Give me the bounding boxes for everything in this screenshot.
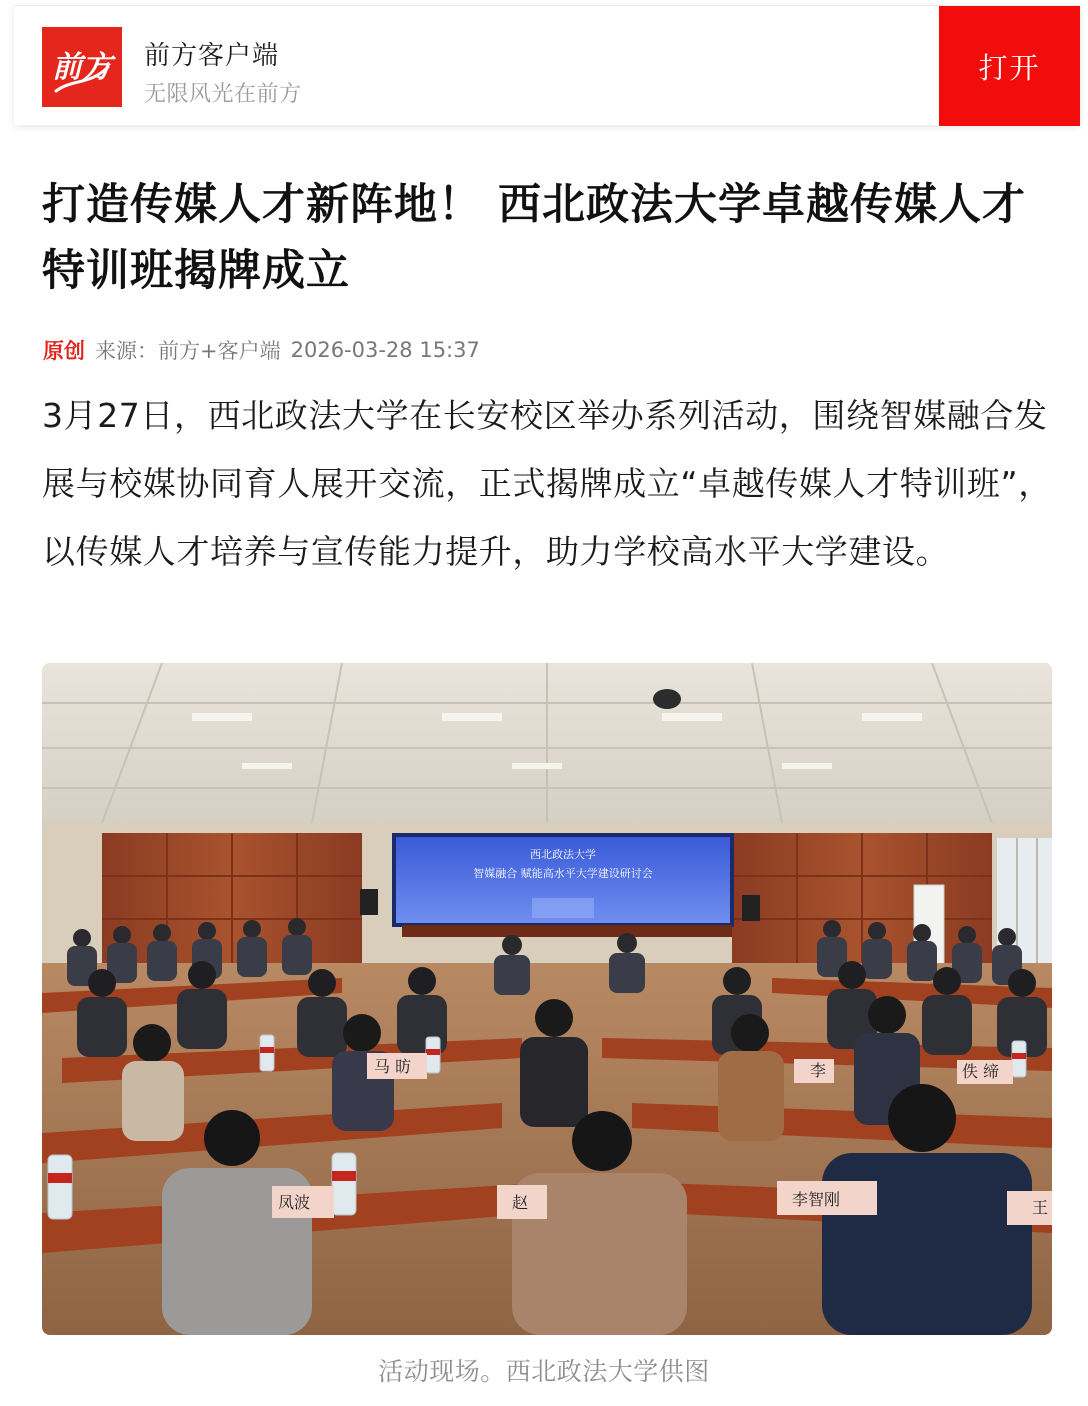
article-source: 来源：前方+客户端 (95, 339, 281, 363)
photo-caption: 活动现场。西北政法大学供图 (378, 1357, 710, 1386)
name-card-3: 赵 (512, 1193, 529, 1212)
name-card-1: 马 昉 (374, 1057, 412, 1076)
name-card-6: 李 (810, 1061, 827, 1080)
conference-photo-illustration (42, 663, 1052, 1335)
article-photo[interactable] (42, 663, 1052, 1335)
screen-title-line1: 西北政法大学 (530, 848, 596, 861)
name-card-7: 佚 缔 (962, 1062, 1000, 1081)
app-download-banner (14, 5, 1080, 125)
logo-text: 前方 (52, 50, 112, 85)
original-tag: 原创 (43, 339, 85, 363)
app-name: 前方客户端 (144, 41, 280, 71)
name-card-4: 李智刚 (792, 1190, 841, 1209)
name-card-5: 王 (1032, 1198, 1049, 1217)
name-card-2: 凤波 (278, 1193, 311, 1212)
screen-title-line2: 智媒融合 赋能高水平大学建设研讨会 (473, 867, 653, 880)
app-slogan: 无限风光在前方 (144, 82, 302, 107)
article-title: 打造传媒人才新阵地！ 西北政法大学卓越传媒人才特训班揭牌成立 (42, 180, 1026, 296)
open-app-button[interactable]: 打开 (939, 6, 1080, 126)
article-datetime: 2026-03-28 15:37 (290, 338, 480, 362)
article-lead-paragraph: 3月27日，西北政法大学在长安校区举办系列活动，围绕智媒融合发展与校媒协同育人展开交流，正式揭牌成立“卓越传媒人才特训班”，以传媒人才培养与宣传能力提升，助力学校高水平大学建设。 (42, 396, 1052, 571)
app-logo-icon (42, 27, 122, 107)
article-meta (43, 335, 480, 365)
app-logo (42, 27, 122, 107)
